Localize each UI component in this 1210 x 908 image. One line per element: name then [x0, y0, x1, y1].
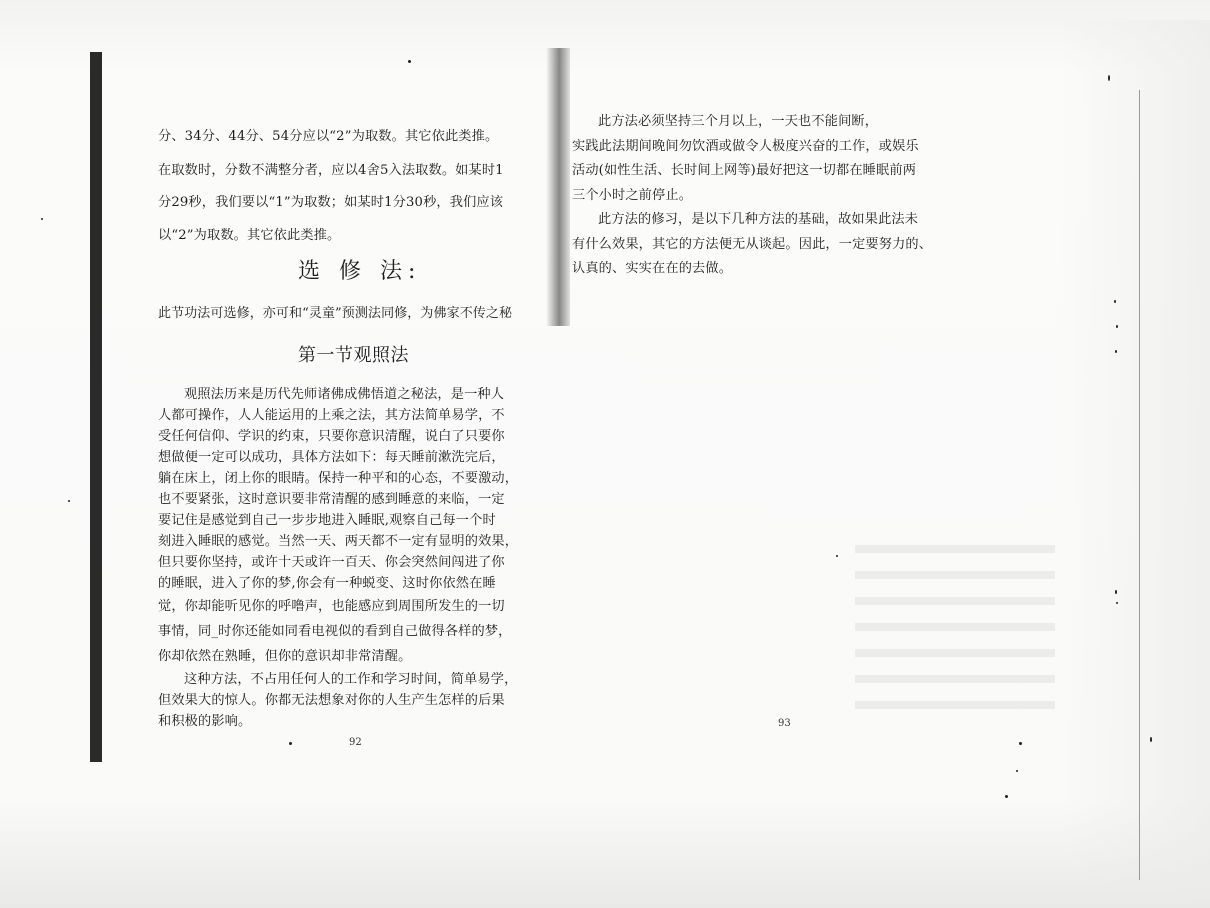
scan-speck — [1005, 795, 1008, 798]
chapter-heading: 第一节观照法 — [298, 345, 409, 366]
scan-speck — [1116, 325, 1118, 328]
text-line: 受任何信仰、学识的约束，只要你意识清醒，说白了只要你 — [158, 429, 505, 444]
text-line: 在取数时，分数不满整分者，应以4舍5入法取数。如某时1 — [158, 163, 504, 178]
text-line: 分29秒，我们要以“1”为取数；如某时1分30秒，我们应该 — [158, 195, 504, 210]
text-line: 此方法必须坚持三个月以上，一天也不能间断， — [598, 114, 879, 129]
text-line: 有什么效果，其它的方法便无从谈起。因此，一定要努力的、 — [572, 236, 933, 252]
text-line: 你却依然在熟睡，但你的意识却非常清醒。 — [158, 649, 412, 664]
scan-speck — [1108, 75, 1110, 81]
text-line: 活动(如性生活、长时间上网等)最好把这一切都在睡眠前两 — [572, 163, 917, 178]
text-line: 觉，你却能听见你的呼噜声，也能感应到周围所发生的一切 — [158, 599, 505, 614]
left-page-continued-text — [158, 118, 558, 252]
scan-speck — [836, 555, 838, 557]
page-edge-line — [1139, 90, 1140, 880]
bleed-through-text — [855, 545, 1055, 710]
text-line: 但只要你坚持，或许十天或许一百天、你会突然间闯进了你 — [158, 555, 505, 570]
text-line: 但效果大的惊人。你都无法想象对你的人生产生怎样的后果 — [158, 693, 505, 708]
text-line: 和积极的影响。 — [158, 714, 252, 729]
text-line: 三个小时之前停止。 — [572, 187, 693, 203]
scan-speck — [408, 60, 411, 63]
text-line: 认真的、实实在在的去做。 — [572, 261, 733, 276]
scan-speck — [68, 500, 70, 502]
text-line: 此方法的修习，是以下几种方法的基础，故如果此法未 — [598, 212, 919, 227]
text-line: 要记住是感觉到自己一步步地进入睡眠,观察自己每一个时 — [158, 513, 496, 528]
page-number-left: 92 — [349, 737, 362, 748]
left-page-body — [158, 384, 558, 732]
text-line: 分、34分、44分、54分应以“2”为取数。其它依此类推。 — [158, 129, 499, 144]
text-line: 躺在床上，闭上你的眼睛。保持一种平和的心态，不要激动， — [158, 471, 519, 486]
scan-speck — [1114, 300, 1116, 303]
text-line: 事情，同_时你还能如同看电视似的看到自己做得各样的梦， — [158, 624, 512, 639]
scan-speck — [1115, 350, 1117, 353]
text-line: 以“2”为取数。其它依此类推。 — [158, 228, 341, 243]
scan-speck — [1115, 590, 1117, 594]
text-line: 刻进入睡眠的感觉。当然一天、两天都不一定有显明的效果， — [158, 534, 519, 549]
text-line: 这种方法，不占用任何人的工作和学习时间，简单易学， — [184, 672, 518, 687]
scan-speck — [289, 742, 292, 745]
right-page-text — [572, 110, 977, 282]
binding-edge — [90, 52, 102, 762]
scan-speck — [1016, 770, 1018, 772]
section-intro: 此节功法可选修，亦可和“灵童”预测法同修，为佛家不传之秘 — [158, 306, 513, 321]
scan-speck — [1116, 602, 1118, 604]
page-number-right: 93 — [778, 718, 791, 729]
text-line: 想做便一定可以成功，具体方法如下：每天睡前漱洗完后， — [158, 450, 505, 465]
text-line: 也不要紧张，这时意识要非常清醒的感到睡意的来临，一定 — [158, 492, 505, 507]
page-edge-shadow — [1060, 20, 1210, 900]
text-line: 人都可操作，人人能运用的上乘之法，其方法简单易学，不 — [158, 408, 505, 423]
text-line: 观照法历来是历代先师诸佛成佛悟道之秘法，是一种人 — [184, 387, 505, 402]
scan-speck — [41, 218, 43, 220]
text-line: 实践此法期间晚间勿饮酒或做令人极度兴奋的工作，或娱乐 — [572, 138, 919, 154]
scan-speck — [1150, 737, 1152, 742]
text-line: 的睡眠，进入了你的梦,你会有一种蜕变、这时你依然在睡 — [158, 576, 496, 591]
scan-speck — [1019, 742, 1022, 745]
section-title: 选 修 法: — [298, 259, 422, 284]
